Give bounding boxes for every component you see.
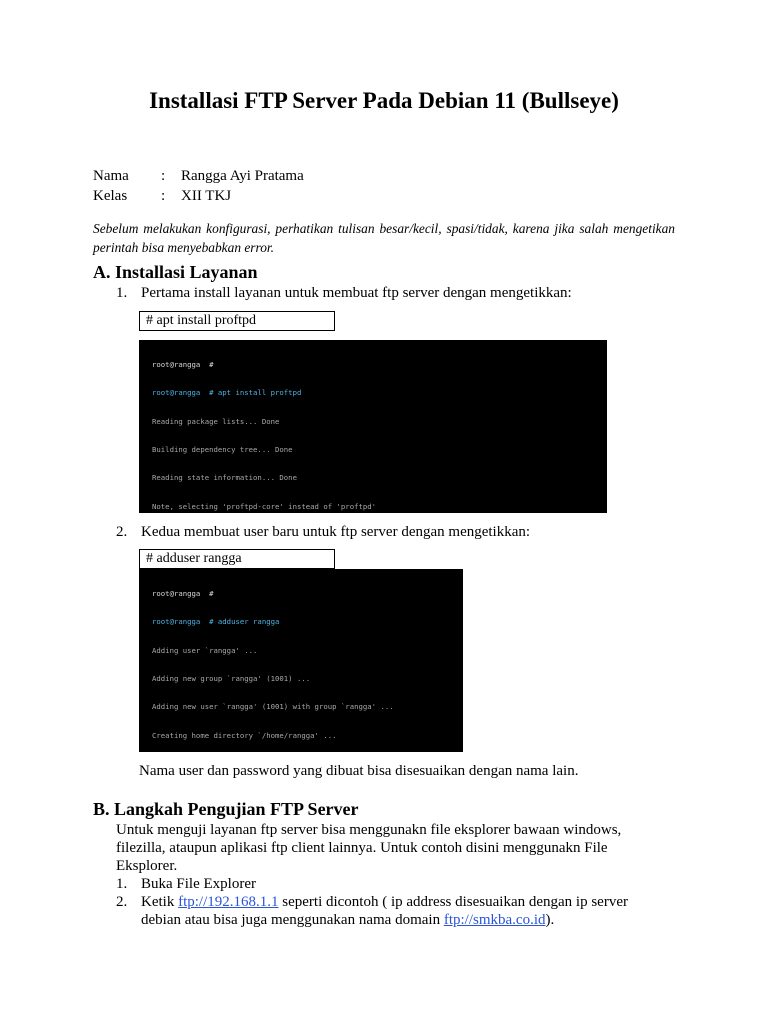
- terminal-line: root@rangga #: [152, 588, 214, 598]
- identity-separator: :: [161, 188, 166, 204]
- terminal-line: Adding new group `rangga' (1001) ...: [152, 673, 311, 683]
- identity-value: Rangga Ayi Pratama: [181, 168, 304, 184]
- terminal-line: Adding new user `rangga' (1001) with group `rangga' ...: [152, 702, 394, 712]
- step-number: 2.: [116, 894, 128, 910]
- terminal-screenshot-apt-install: [139, 340, 607, 513]
- terminal-line: Reading package lists... Done: [152, 416, 280, 426]
- ftp-ip-link[interactable]: ftp://192.168.1.1: [178, 894, 279, 910]
- step-text-line2-pre: debian atau bisa juga menggunakan nama domain: [141, 912, 444, 928]
- step-text: Kedua membuat user baru untuk ftp server dengan mengetikkan:: [141, 524, 531, 540]
- after-note: Nama user dan password yang dibuat bisa disesuaikan dengan nama lain.: [139, 763, 579, 779]
- terminal-line: Building dependency tree... Done: [152, 444, 293, 454]
- identity-key: Kelas: [93, 188, 128, 204]
- step-text: Buka File Explorer: [141, 876, 256, 892]
- step-text-pre: Ketik: [141, 894, 179, 910]
- step-text: Pertama install layanan untuk membuat ftp server dengan mengetikkan:: [141, 285, 572, 301]
- command-box-apt-install: # apt install proftpd: [139, 311, 335, 331]
- section-b-intro-line-1: Untuk menguji layanan ftp server bisa menggunakn file eksplorer bawaan windows,: [116, 822, 622, 838]
- terminal-line: Reading state information... Done: [152, 473, 297, 483]
- section-b-step-2-line-2: [141, 912, 554, 930]
- step-text-mid: seperti dicontoh ( ip address disesuaikan dengan ip server: [278, 894, 628, 910]
- terminal-line: Creating home directory `/home/rangga' ...: [152, 730, 337, 740]
- terminal-line: root@rangga # apt install proftpd: [152, 388, 302, 398]
- section-b-heading: B. Langkah Pengujian FTP Server: [93, 799, 359, 819]
- identity-key: Nama: [93, 168, 129, 184]
- step-number: 1.: [116, 285, 128, 301]
- terminal-line: Note, selecting 'proftpd-core' instead of 'proftpd': [152, 501, 377, 511]
- command-box-adduser: # adduser rangga: [139, 549, 335, 569]
- section-b-intro-line-2: filezilla, ataupun aplikasi ftp client lainnya. Untuk contoh disini menggunakn File: [116, 840, 608, 856]
- identity-separator: :: [161, 168, 166, 184]
- terminal-line: Adding user `rangga' ...: [152, 645, 258, 655]
- step-number: 2.: [116, 524, 128, 540]
- step-text-line2-post: ).: [545, 912, 555, 928]
- terminal-screenshot-adduser: [139, 569, 463, 752]
- step-number: 1.: [116, 876, 128, 892]
- identity-value: XII TKJ: [181, 188, 232, 204]
- step-text: [141, 894, 628, 911]
- terminal-line: root@rangga #: [152, 359, 214, 369]
- terminal-line: root@rangga # adduser rangga: [152, 617, 280, 627]
- section-a-heading: A. Installasi Layanan: [93, 262, 258, 282]
- section-b-intro-line-3: Eksplorer.: [116, 858, 178, 874]
- document-title: Installasi FTP Server Pada Debian 11 (Bullseye): [149, 88, 619, 113]
- warning-note: Sebelum melakukan konfigurasi, perhatikan tulisan besar/kecil, spasi/tidak, karena jika salah mengetikan perintah bisa menyebabkan error.: [93, 221, 675, 255]
- ftp-domain-link[interactable]: ftp://smkba.co.id: [443, 912, 546, 928]
